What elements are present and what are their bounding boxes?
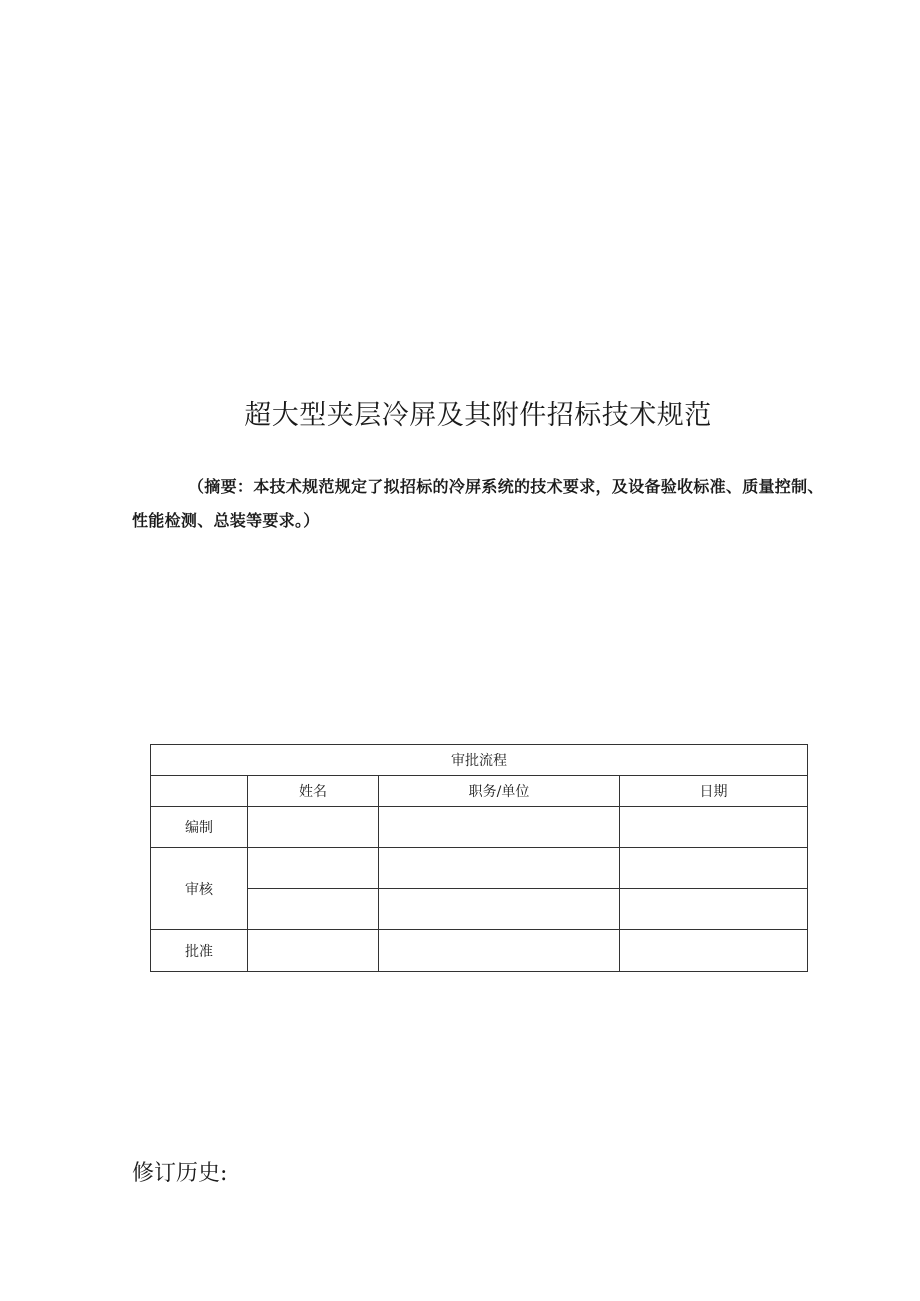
table-header-row [151,745,808,776]
review-position-cell-1 [379,848,620,889]
edit-name-cell [248,807,379,848]
document-title: 超大型夹层冷屏及其附件招标技术规范 [244,400,712,431]
review-position-cell-2 [379,889,620,930]
edit-date-cell [620,807,808,848]
approve-date-cell [620,930,808,972]
review-date-cell-2 [620,889,808,930]
table-row-review-1 [151,848,808,889]
table-row-edit [151,807,808,848]
approve-name-cell [248,930,379,972]
row-label-edit: 编制 [151,807,248,848]
table-row-review-2 [151,889,808,930]
review-name-cell-2 [248,889,379,930]
review-name-cell-1 [248,848,379,889]
table-caption: 审批流程 [151,745,808,776]
column-header-blank [151,776,248,807]
column-header-name: 姓名 [248,776,379,807]
revision-history-heading: 修订历史: [132,1161,228,1186]
row-label-review: 审核 [151,848,248,930]
table-row-approve [151,930,808,972]
review-date-cell-1 [620,848,808,889]
column-header-position: 职务/单位 [379,776,620,807]
approve-position-cell [379,930,620,972]
row-label-approve: 批准 [151,930,248,972]
edit-position-cell [379,807,620,848]
document-abstract: （摘要：本技术规范规定了拟招标的冷屏系统的技术要求，及设备验收标准、质量控制、性能检测、总装等要求。） [132,477,824,530]
column-header-date: 日期 [620,776,808,807]
approval-table [150,744,808,972]
column-header-row [151,776,808,807]
